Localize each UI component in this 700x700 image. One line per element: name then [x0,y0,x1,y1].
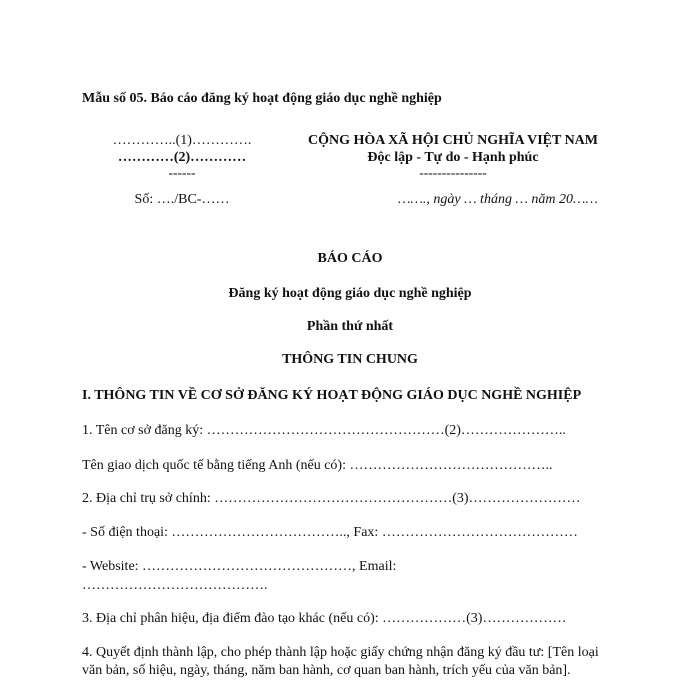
part-label: Phần thứ nhất [306,319,394,334]
field-head-office-address: 2. Địa chỉ trụ sở chính: ……………………………………………(3)…………………… [82,491,581,506]
document-number: Số: …./BC-…… [134,192,230,207]
header-left-divider: ------ [168,165,196,180]
document-date: ……., ngày … tháng … năm 20…… [398,192,598,207]
report-title: BÁO CÁO [317,251,383,266]
field-institution-name: 1. Tên cơ sở đăng ký: ……………………………………………(2)………………….. [82,423,566,438]
field-website-email: - Website: ………………………………………, Email: [82,559,397,574]
field-email-dots: …………………………………. [82,578,268,593]
report-subtitle: Đăng ký hoạt động giáo dục nghề nghiệp [228,286,472,301]
field-branch-address: 3. Địa chỉ phân hiệu, địa điểm đào tạo khác (nếu có): ………………(3)……………… [82,611,567,626]
field-establishment-decision: 4. Quyết định thành lập, cho phép thành lập hoặc giấy chứng nhận đăng ký đầu tư: [Tên loại văn bản, số hiệu, ngày, tháng, năm ban hành, cơ quan ban hành, trích yếu của văn bản]. [82,645,599,679]
country-name: CỘNG HÒA XÃ HỘI CHỦ NGHĨA VIỆT NAM [307,133,598,148]
form-title: Mẫu số 05. Báo cáo đăng ký hoạt động giáo dục nghề nghiệp [82,91,442,106]
national-motto: Độc lập - Tự do - Hạnh phúc [367,150,539,165]
field-international-name: Tên giao dịch quốc tế bằng tiếng Anh (nếu có): …………………………………….. [82,458,553,473]
agency-line-1: …………..(1)…………. [112,133,252,148]
header-right-divider: --------------- [419,165,487,180]
part-title: THÔNG TIN CHUNG [282,352,418,367]
field-phone-fax: - Số điện thoại: ……………………………….., Fax: …………………………………… [82,525,578,540]
agency-line-2: …………(2)………… [117,150,247,165]
section-heading: I. THÔNG TIN VỀ CƠ SỞ ĐĂNG KÝ HOẠT ĐỘNG GIÁO DỤC NGHỀ NGHIỆP [82,388,582,403]
